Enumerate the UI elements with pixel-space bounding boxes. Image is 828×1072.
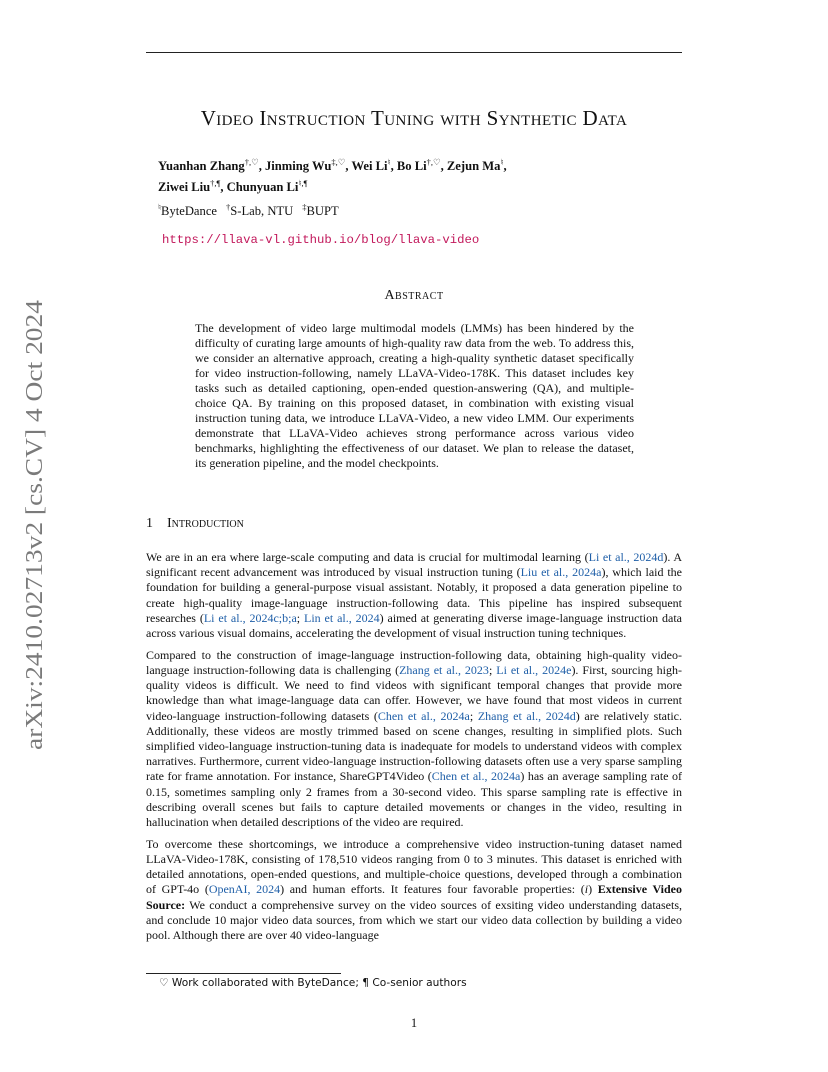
author-name: Wei Li: [351, 159, 388, 174]
text-run: ). First, sourcing high-quality videos is difficult. We need to find videos with significant temporal changes that provide more knowledge than what image-language data can offer. However, we have found that most videos in current video-language instruction-following datasets (: [146, 663, 682, 723]
author-affiliation-marks: ♮,¶: [298, 178, 308, 189]
text-run: ;: [296, 610, 305, 625]
affiliation: [158, 204, 217, 218]
italic-text: i: [584, 882, 589, 897]
text-run: Compared to the construction of image-language instruction-following data, obtaining high-quality video-language instruction-following data is challenging (: [146, 647, 682, 678]
text-run: ;: [469, 708, 478, 723]
citation-link[interactable]: Zhang et al., 2024d: [477, 708, 576, 723]
arxiv-side-label: [20, 300, 48, 750]
affiliation: [302, 204, 338, 218]
citation-link[interactable]: Chen et al., 2024a: [377, 708, 470, 723]
abstract-text: The development of video large multimodal models (LMMs) has been hindered by the difficulty of curating large amounts of high-quality raw data from the web. To address this, we consider an alternative approach, creating a high-quality synthetic dataset specifically for video instruction-following, namely LLaVA-Video-178K. This dataset includes key tasks such as detailed captioning, open-ended question-answering (QA), and multiple-choice QA. By training on this proposed dataset, in combination with existing visual instruction tuning data, we introduce LLaVA-Video, a new video LMM. Our experiments demonstrate that LLaVA-Video achieves strong performance across various video benchmarks, highlighting the effectiveness of our dataset. We plan to release the dataset, its generation pipeline, and the model checkpoints.: [195, 321, 634, 470]
section-title: Introduction: [167, 516, 244, 531]
affiliations: [158, 202, 348, 219]
author-affiliation-marks: †,♡: [426, 157, 441, 167]
page-number: 1: [410, 1016, 418, 1030]
text-run: ), which laid the foundation for building a general-purpose visual assistant. Notably, it proposed a data generation pipeline to create high-quality image-language instruction-following data. This pipeline has inspired subsequent researches (: [146, 565, 682, 625]
section-number: 1: [146, 516, 153, 531]
citation-link[interactable]: Chen et al., 2024a: [431, 769, 521, 784]
text-run: We conduct a comprehensive survey on the video sources of exsiting video understanding datasets, and conclude 10 major video data sources, from which we start our video data collection by building a video pool. Although there are over 40 video-language: [146, 897, 682, 943]
author-name: Yuanhan Zhang: [158, 159, 245, 174]
text-run: ) and human efforts. It features four favorable properties: (: [280, 882, 585, 897]
introduction-body: [146, 550, 682, 950]
text-run: We are in an era where large-scale computing and data is crucial for multimodal learning (: [146, 550, 589, 564]
text-run: ;: [488, 663, 497, 678]
paragraph: [146, 550, 682, 641]
text-run: To overcome these shortcomings, we introduce a comprehensive video instruction-tuning dataset named LLaVA-Video-178K, consisting of 178,510 videos ranging from 0 to 3 minutes. This dataset is enriched with detailed annotations, open-ended questions, and multiple-choice questions, developed through a combination of GPT-4o (: [146, 836, 682, 897]
project-url-link[interactable]: https://llava-vl.github.io/blog/llava-video: [162, 233, 480, 247]
author-name: Bo Li: [396, 159, 427, 174]
affiliation-mark: †: [226, 202, 231, 212]
author-affiliation-marks: ♮: [387, 157, 391, 167]
text-run: ) aimed at generating diverse image-language instruction data across various visual domains, accelerating the development of visual instruction tuning techniques.: [146, 610, 683, 641]
citation-link[interactable]: Liu et al., 2024a: [520, 565, 602, 580]
section-heading-introduction: [146, 516, 244, 532]
affiliation-name: S-Lab, NTU: [230, 204, 294, 219]
affiliation-name: BUPT: [306, 204, 339, 219]
text-run: ) are relatively static. Additionally, these videos are mostly trimmed based on scene changes, resulting in simplified plots. Such simplified video-language instruction-tuning data is inadequate for models to understand videos with complex narratives. Furthermore, current video-language instruction-following datasets often use a very sparse sampling rate for frame annotation. For instance, ShareGPT4Video (: [146, 708, 682, 784]
author-list: Yuanhan Zhang†,♡, Jinming Wu‡,♡, Wei Li♮, Bo Li†,♡, Zejun Ma♮, Ziwei Liu†,¶, Chunyuan Li♮,¶: [158, 157, 507, 195]
author-affiliation-marks: ♮: [500, 157, 504, 167]
paragraph: [146, 837, 682, 943]
author-affiliation-marks: †,♡: [244, 157, 259, 167]
citation-link[interactable]: Li et al., 2024d: [588, 550, 664, 564]
affiliation-mark: ‡: [302, 202, 307, 212]
author-name: Chunyuan Li: [226, 180, 299, 195]
author-name: Ziwei Liu: [158, 180, 211, 195]
bold-text: Extensive Video Source:: [146, 882, 682, 912]
footnote: ♡ Work collaborated with ByteDance; ¶ Co-senior authors: [159, 977, 467, 989]
author-name: Jinming Wu: [265, 159, 332, 174]
paragraph: [146, 648, 682, 830]
top-rule: [146, 52, 682, 53]
citation-link[interactable]: Zhang et al., 2023: [399, 663, 489, 678]
citation-link[interactable]: Li et al., 2024c;b;a: [203, 610, 297, 625]
text-run: ) has an average sampling rate of 0.15, sometimes sampling only 2 frames from a 30-second video. This sparse sampling rate is effective in describing overall scenes but fails to capture detailed movements or changes in the video, resulting in hallucination when detailed descriptions of the video are required.: [146, 769, 683, 830]
text-run: ): [588, 882, 598, 897]
arxiv-identifier: arXiv:2410.02713v2 [cs.CV] 4 Oct 2024: [22, 356, 48, 750]
footnote-rule: [146, 973, 341, 974]
affiliation: [226, 204, 293, 218]
author-affiliation-marks: ‡,♡: [331, 157, 346, 167]
citation-link[interactable]: OpenAI, 2024: [208, 882, 281, 897]
text-run: ). A significant recent advancement was introduced by visual instruction tuning (: [146, 550, 682, 580]
paper-title: Video Instruction Tuning with Synthetic Data: [200, 106, 628, 130]
abstract-heading: Abstract: [384, 288, 444, 303]
citation-link[interactable]: Li et al., 2024e: [496, 663, 572, 678]
affiliation-mark: ♮: [158, 202, 162, 212]
citation-link[interactable]: Lin et al., 2024: [304, 610, 380, 625]
author-affiliation-marks: †,¶: [210, 178, 221, 189]
affiliation-name: ByteDance: [161, 204, 217, 219]
author-name: Zejun Ma: [446, 159, 501, 174]
